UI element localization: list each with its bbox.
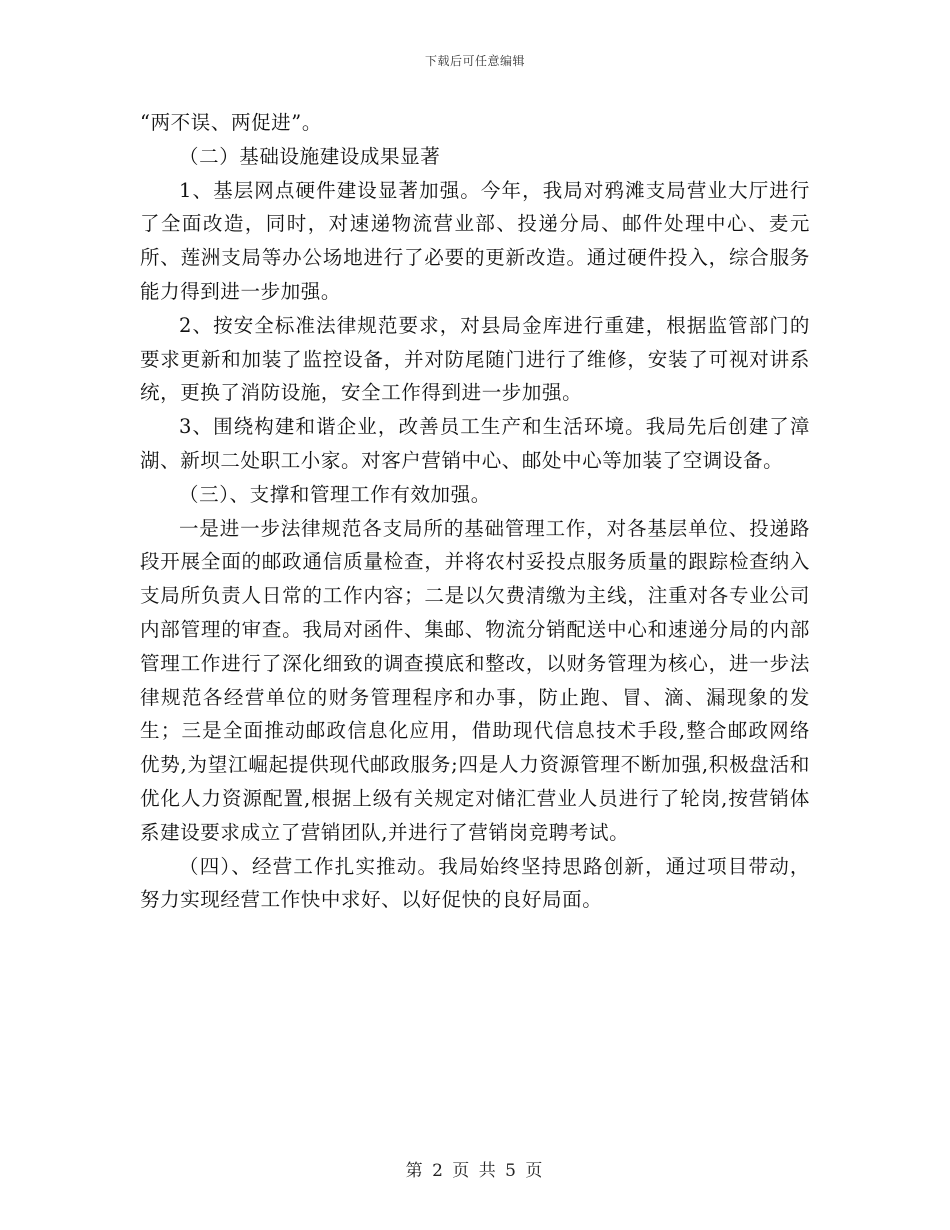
section-heading-4: （四）、经营工作扎实推动。我局始终坚持思路创新，通过项目带动，努力实现经营工作快中求好、以好促快的良好局面。 <box>140 854 810 912</box>
paragraph-item-2: 2、按安全标准法律规范要求，对县局金库进行重建，根据监管部门的要求更新和加装了监控设备，并对防尾随门进行了维修，安装了可视对讲系统，更换了消防设施，安全工作得到进一步加强。 <box>140 313 810 405</box>
section-heading-3: （三）、支撑和管理工作有效加强。 <box>179 482 491 506</box>
section-heading-2: （二）基础设施建设成果显著 <box>179 144 441 168</box>
page-header: 下载后可任意编辑 <box>424 54 525 68</box>
paragraph-item-3: 3、围绕构建和谐企业，改善员工生产和生活环境。我局先后创建了漳湖、新坝二处职工小家。对客户营销中心、邮处中心等加装了空调设备。 <box>140 415 810 472</box>
page-number: 第 2 页 共 5 页 <box>405 1161 545 1181</box>
paragraph-management: 一是进一步法律规范各支局所的基础管理工作，对各基层单位、投递路段开展全面的邮政通信质量检查，并将农村妥投点服务质量的跟踪检查纳入支局所负责人日常的工作内容；二是以欠费清缴为主线，注重对各专业公司内部管理的审查。我局对函件、集邮、物流分销配送中心和速递分局的内部管理工作进行了深化细致的调查摸底和整改，以财务管理为核心，进一步法律规范各经营单位的财务管理程序和办事，防止跑、冒、滴、漏现象的发生；三是全面推动邮政信息化应用，借助现代信息技术手段,整合邮政网络优势,为望江崛起提供现代邮政服务;四是人力资源管理不断加强,积极盘活和优化人力资源配置,根据上级有关规定对储汇营业人员进行了轮岗,按营销体系建设要求成立了营销团队,并进行了营销岗竞聘考试。 <box>140 516 810 844</box>
paragraph-item-1: 1、基层网点硬件建设显著加强。今年，我局对鸦滩支局营业大厅进行了全面改造，同时，对速递物流营业部、投递分局、邮件处理中心、麦元所、莲洲支局等办公场地进行了必要的更新改造。通过硬件投入，综合服务能力得到进一步加强。 <box>140 178 810 303</box>
document-body <box>140 106 810 917</box>
paragraph-1: “两不误、两促进”。 <box>140 111 322 134</box>
